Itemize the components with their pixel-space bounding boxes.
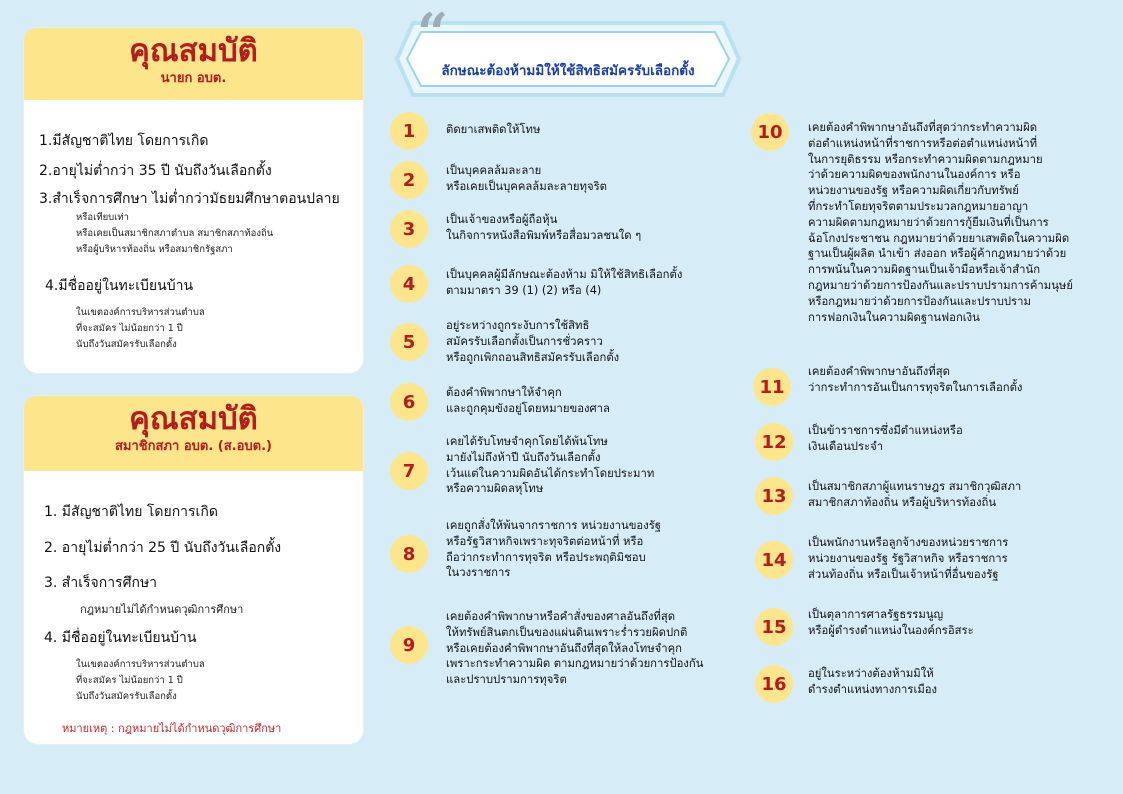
exec-item-3: 3.สำเร็จการศึกษา ไม่ต่ำกว่ามัธยมศึกษาตอนปลาย bbox=[39, 191, 340, 207]
prohibition-line: เป็นพนักงานหรือลูกจ้างของหน่วยราชการ bbox=[808, 536, 1009, 549]
prohibition-line: หรือกฎหมายว่าด้วยการป้องกันและปราบปราม bbox=[808, 294, 1031, 308]
prohibition-line: เคยได้รับโทษจำคุกโดยได้พ้นโทษ bbox=[446, 435, 608, 448]
council-item3-sub: กฎหมายไม่ได้กำหนดวุฒิการศึกษา bbox=[80, 603, 244, 616]
prohibition-line: หรือผู้ดำรงตำแหน่งในองค์กรอิสระ bbox=[808, 623, 974, 637]
prohibition-line: เป็นบุคคลผู้มีลักษณะต้องห้าม มิให้ใช้สิทธิเลือกตั้ง bbox=[446, 268, 683, 281]
prohibition-line: ฉ้อโกงประชาชน กฎหมายว่าด้วยยาเสพติดในความผิด bbox=[808, 231, 1070, 245]
prohibition-text-16 bbox=[808, 666, 937, 698]
prohibition-line: ต้องคำพิพากษาให้จำคุก bbox=[446, 386, 562, 399]
prohibition-line: ติดยาเสพติดให้โทษ bbox=[446, 123, 541, 136]
prohibition-line: เคยถูกสั่งให้พ้นจากราชการ หน่วยงานของรัฐ bbox=[446, 519, 662, 532]
council-item-2: 2. อายุไม่ต่ำกว่า 25 ปี นับถึงวันเลือกตั้ง bbox=[44, 540, 282, 556]
prohibition-text-1 bbox=[446, 122, 540, 138]
prohibition-text-12 bbox=[808, 423, 963, 455]
prohibition-line: หน่วยงานของรัฐ หรือความผิดเกี่ยวกับทรัพย์ bbox=[808, 184, 1019, 198]
prohibition-line: หรือเคยต้องคำพิพากษาอันถึงที่สุดให้ลงโทษจำคุก bbox=[446, 641, 683, 655]
exec-item-1: 1.มีสัญชาติไทย โดยการเกิด bbox=[39, 133, 209, 149]
prohibition-line: และถูกคุมขังอยู่โดยหมายของศาล bbox=[446, 401, 610, 415]
council-card-subtitle: สมาชิกสภา อบต. (ส.อบต.) bbox=[115, 439, 272, 454]
prohibition-line: เงินเดือนประจำ bbox=[808, 439, 884, 453]
prohibition-line: การพนันในความผิดฐานเป็นเจ้ามือหรือเจ้าสำนัก bbox=[808, 263, 1041, 277]
prohibition-text-2 bbox=[446, 163, 607, 195]
prohibition-line: ในวงราชการ bbox=[446, 566, 511, 580]
prohibition-line: สมัครรับเลือกตั้งเป็นการชั่วคราว bbox=[446, 334, 603, 348]
prohibition-text-4 bbox=[446, 267, 682, 299]
exec-card-subtitle: นายก อบต. bbox=[160, 71, 227, 86]
exec-item3-sub-2: หรือเคยเป็นสมาชิกสภาตำบล สมาชิกสภาท้องถิ่น bbox=[76, 228, 274, 239]
quote-mark-icon: “ bbox=[417, 1, 449, 65]
council-card-title: คุณสมบัติ bbox=[129, 401, 258, 437]
prohibition-number-6: 6 bbox=[390, 383, 428, 421]
prohibition-text-5 bbox=[446, 318, 619, 365]
prohibition-line: อยู่ระหว่างถูกระงับการใช้สิทธิ bbox=[446, 319, 590, 332]
prohibition-text-7 bbox=[446, 434, 654, 497]
prohibition-number-10: 10 bbox=[751, 113, 789, 151]
prohibition-line: เคยต้องคำพิพากษาอันถึงที่สุด bbox=[808, 365, 950, 378]
prohibition-line: เป็นตุลาการศาลรัฐธรรมนูญ bbox=[808, 608, 944, 621]
prohibition-number-4: 4 bbox=[390, 265, 428, 303]
prohibition-line: ฐานเป็นผู้ผลิต นำเข้า ส่งออก หรือผู้ค้ากฎหมายว่าด้วย bbox=[808, 247, 1067, 261]
prohibition-line: ว่าด้วยความผิดของพนักงานในองค์การ หรือ bbox=[808, 168, 1021, 182]
exec-card-header bbox=[24, 28, 363, 100]
prohibition-text-8 bbox=[446, 518, 661, 581]
prohibition-line: ความผิดตามกฎหมายว่าด้วยการกู้ยืมเงินที่เป็นการ bbox=[808, 215, 1049, 229]
council-note: หมายเหตุ : กฎหมายไม่ได้กำหนดวุฒิการศึกษา bbox=[62, 722, 282, 735]
prohibition-line: ว่ากระทำการอันเป็นการทุจริตในการเลือกตั้ง bbox=[808, 380, 1023, 394]
prohibition-line: การฟอกเงินในความผิดฐานฟอกเงิน bbox=[808, 310, 980, 324]
prohibition-number-7: 7 bbox=[390, 452, 428, 490]
prohibition-line: หรือความผิดลหุโทษ bbox=[446, 482, 544, 496]
prohibition-text-13 bbox=[808, 479, 1021, 511]
prohibition-line: ถือว่ากระทำการทุจริต หรือประพฤติมิชอบ bbox=[446, 550, 646, 564]
prohibition-text-14 bbox=[808, 535, 1008, 582]
prohibition-line: สมาชิกสภาท้องถิ่น หรือผู้บริหารท้องถิ่น bbox=[808, 495, 997, 509]
prohibition-line: ในกิจการหนังสือพิมพ์หรือสื่อมวลชนใด ๆ bbox=[446, 228, 642, 242]
council-item-4: 4. มีชื่ออยู่ในทะเบียนบ้าน bbox=[44, 630, 197, 646]
prohibition-text-9 bbox=[446, 609, 703, 688]
prohibition-line: เป็นข้าราชการซึ่งมีตำแหน่งหรือ bbox=[808, 424, 963, 437]
prohibition-number-3: 3 bbox=[390, 210, 428, 248]
prohibition-number-16: 16 bbox=[755, 665, 793, 703]
council-item4-sub-2: ที่จะสมัคร ไม่น้อยกว่า 1 ปี bbox=[76, 675, 183, 686]
prohibition-line: หรือเคยเป็นบุคคลล้มละลายทุจริต bbox=[446, 179, 608, 193]
prohibition-line: มายังไม่ถึงห้าปี นับถึงวันเลือกตั้ง bbox=[446, 450, 601, 464]
council-item4-sub-1: ในเขตองค์การบริหารส่วนตำบล bbox=[76, 659, 205, 670]
exec-item3-sub-3: หรือผู้บริหารท้องถิ่น หรือสมาชิกรัฐสภา bbox=[76, 244, 233, 255]
exec-card-title: คุณสมบัติ bbox=[129, 33, 258, 69]
prohibition-line: ในการยุติธรรม หรือกระทำความผิดตามกฎหมาย bbox=[808, 152, 1043, 166]
prohibition-line: ดำรงตำแหน่งทางการเมือง bbox=[808, 682, 938, 696]
prohibition-number-2: 2 bbox=[390, 161, 428, 199]
prohibition-number-13: 13 bbox=[755, 477, 793, 515]
prohibition-line: เป็นเจ้าของหรือผู้ถือหุ้น bbox=[446, 213, 558, 226]
prohibition-line: เพราะกระทำความผิด ตามกฎหมายว่าด้วยการป้องกัน bbox=[446, 657, 704, 671]
prohibition-number-11: 11 bbox=[753, 368, 791, 406]
prohibition-text-10 bbox=[808, 120, 1073, 325]
prohibition-number-8: 8 bbox=[390, 535, 428, 573]
exec-item4-sub-2: ที่จะสมัคร ไม่น้อยกว่า 1 ปี bbox=[76, 323, 183, 334]
exec-item4-sub-1: ในเขตองค์การบริหารส่วนตำบล bbox=[76, 307, 205, 318]
prohibition-line: ที่กระทำโดยทุจริตตามประมวลกฎหมายอาญา bbox=[808, 199, 1029, 213]
prohibition-number-12: 12 bbox=[755, 423, 793, 461]
exec-qualifications-card bbox=[24, 28, 363, 373]
prohibition-line: หรือรัฐวิสาหกิจเพราะทุจริตต่อหน้าที่ หรือ bbox=[446, 534, 644, 548]
prohibition-number-1: 1 bbox=[390, 112, 428, 150]
exec-item4-sub-3: นับถึงวันสมัครรับเลือกตั้ง bbox=[76, 339, 177, 350]
prohibition-line: ต่อตำแหน่งหน้าที่ราชการหรือต่อตำแหน่งหน้าที่ bbox=[808, 136, 1038, 150]
prohibition-text-11 bbox=[808, 364, 1022, 396]
prohibition-line: เคยต้องคำพิพากษาหรือคำสั่งของศาลอันถึงที่สุด bbox=[446, 610, 676, 623]
prohibition-text-6 bbox=[446, 385, 610, 417]
prohibition-text-3 bbox=[446, 212, 641, 244]
prohibition-line: กฎหมายว่าด้วยการป้องกันและปราบปรามการค้ามนุษย์ bbox=[808, 278, 1073, 292]
prohibition-line: หน่วยงานของรัฐ รัฐวิสาหกิจ หรือราชการ bbox=[808, 551, 1008, 565]
prohibition-line: และปราบปรามการทุจริต bbox=[446, 673, 567, 687]
exec-item3-sub-1: หรือเทียบเท่า bbox=[76, 212, 130, 223]
prohibitions-title: ลักษณะต้องห้ามมิให้ใช้สิทธิสมัครรับเลือกตั้ง bbox=[441, 63, 695, 79]
council-qualifications-card bbox=[24, 396, 363, 744]
prohibition-line: เคยต้องคำพิพากษาอันถึงที่สุดว่ากระทำความผิด bbox=[808, 121, 1038, 134]
exec-item-4: 4.มีชื่ออยู่ในทะเบียนบ้าน bbox=[45, 278, 194, 294]
prohibition-number-15: 15 bbox=[755, 608, 793, 646]
prohibition-text-15 bbox=[808, 607, 974, 639]
prohibition-line: ส่วนท้องถิ่น หรือเป็นเจ้าหน้าที่อื่นของรัฐ bbox=[808, 567, 999, 581]
prohibition-number-5: 5 bbox=[390, 323, 428, 361]
prohibition-line: อยู่ในระหว่างต้องห้ามมิให้ bbox=[808, 667, 934, 680]
prohibition-line: เป็นบุคคลล้มละลาย bbox=[446, 164, 542, 177]
council-item4-sub-3: นับถึงวันสมัครรับเลือกตั้ง bbox=[76, 691, 177, 702]
prohibition-number-9: 9 bbox=[390, 626, 428, 664]
prohibition-line: เป็นสมาชิกสภาผู้แทนราษฎร สมาชิกวุฒิสภา bbox=[808, 480, 1022, 493]
council-item-1: 1. มีสัญชาติไทย โดยการเกิด bbox=[44, 504, 218, 520]
prohibition-line: ให้ทรัพย์สินตกเป็นของแผ่นดินเพราะร่ำรวยผิดปกติ bbox=[446, 625, 688, 639]
prohibition-line: เว้นแต่ในความผิดอันได้กระทำโดยประมาท bbox=[446, 466, 655, 480]
prohibition-line: หรือถูกเพิกถอนสิทธิสมัครรับเลือกตั้ง bbox=[446, 350, 620, 364]
council-item-3: 3. สำเร็จการศึกษา bbox=[44, 575, 158, 591]
council-card-header bbox=[24, 396, 363, 471]
exec-item-2: 2.อายุไม่ต่ำกว่า 35 ปี นับถึงวันเลือกตั้ง bbox=[39, 163, 272, 179]
prohibition-line: ตามมาตรา 39 (1) (2) หรือ (4) bbox=[446, 283, 602, 297]
prohibition-number-14: 14 bbox=[755, 541, 793, 579]
